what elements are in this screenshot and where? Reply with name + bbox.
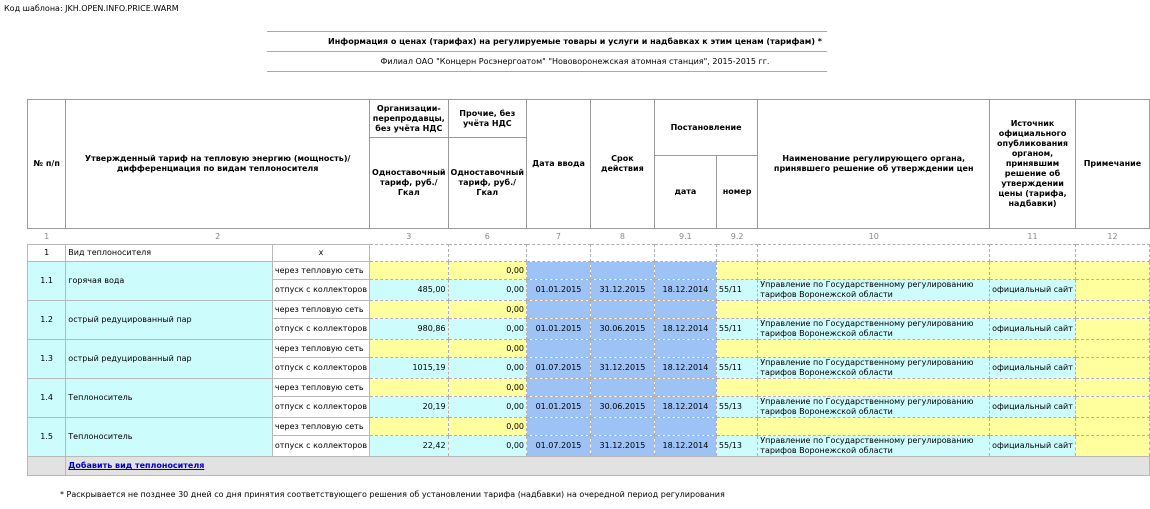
empty-cell [527, 245, 591, 262]
col-number: 10 [758, 229, 990, 245]
item-name: горячая вода [66, 262, 273, 301]
term-value[interactable]: 31.12.2015 [590, 436, 654, 457]
reg-body-value[interactable] [758, 262, 990, 280]
other-value[interactable]: 0,00 [448, 301, 526, 319]
date-input-value[interactable]: 01.01.2015 [527, 280, 591, 301]
resolution-date-value[interactable]: 18.12.2014 [654, 319, 716, 340]
reg-body-value[interactable]: Управление по Государственному регулированию тарифов Воронежской области [758, 319, 990, 340]
resolution-number-value[interactable] [716, 340, 757, 358]
reg-body-value[interactable] [758, 418, 990, 436]
resolution-number-value[interactable]: 55/11 [716, 358, 757, 379]
resolution-number-value[interactable] [716, 301, 757, 319]
item-number: 1.3 [28, 340, 66, 379]
term-value[interactable] [590, 340, 654, 358]
date-input-value[interactable]: 01.01.2015 [527, 397, 591, 418]
date-input-value[interactable] [527, 262, 591, 280]
source-value[interactable] [990, 262, 1076, 280]
column-number-row [28, 229, 1150, 245]
sub-label-collectors: отпуск с коллекторов [272, 319, 369, 340]
note-value[interactable] [1075, 397, 1149, 418]
tariff-row-network [28, 340, 1150, 358]
term-value[interactable] [590, 379, 654, 397]
sub-label-collectors: отпуск с коллекторов [272, 436, 369, 457]
template-code: Код шаблона: JKH.OPEN.INFO.PRICE.WARM [4, 4, 179, 13]
date-input-value[interactable]: 01.01.2015 [527, 319, 591, 340]
other-value[interactable]: 0,00 [448, 280, 526, 301]
other-value[interactable]: 0,00 [448, 436, 526, 457]
col-number: 9.1 [654, 229, 716, 245]
header-resellers: Организации-перепродавцы, без учёта НДС [370, 100, 448, 138]
carrier-type-mark: x [272, 245, 369, 262]
source-value[interactable]: официальный сайт [990, 319, 1076, 340]
note-value[interactable] [1075, 358, 1149, 379]
empty-cell [590, 245, 654, 262]
resolution-number-value[interactable]: 55/13 [716, 436, 757, 457]
resellers-value[interactable]: 980,86 [370, 319, 448, 340]
source-value[interactable] [990, 379, 1076, 397]
source-value[interactable]: официальный сайт [990, 397, 1076, 418]
term-value[interactable]: 30.06.2015 [590, 397, 654, 418]
resolution-date-value[interactable]: 18.12.2014 [654, 280, 716, 301]
source-value[interactable] [990, 418, 1076, 436]
other-value[interactable]: 0,00 [448, 340, 526, 358]
item-number: 1.1 [28, 262, 66, 301]
empty-cell [654, 245, 716, 262]
term-value[interactable]: 30.06.2015 [590, 319, 654, 340]
resellers-value[interactable] [370, 379, 448, 397]
empty-cell [448, 245, 526, 262]
date-input-value[interactable] [527, 301, 591, 319]
other-value[interactable]: 0,00 [448, 262, 526, 280]
header-other: Прочие, без учёта НДС [448, 100, 526, 138]
resolution-number-value[interactable]: 55/11 [716, 280, 757, 301]
reg-body-value[interactable] [758, 379, 990, 397]
header-date-input: Дата ввода [527, 100, 591, 229]
resolution-number-value[interactable]: 55/11 [716, 319, 757, 340]
header-single-rate-resellers: Одноставочный тариф, руб./Гкал [370, 138, 448, 229]
resellers-value[interactable] [370, 340, 448, 358]
tariff-row-network [28, 301, 1150, 319]
item-name: острый редуцированный пар [66, 301, 273, 340]
source-value[interactable]: официальный сайт [990, 358, 1076, 379]
note-value[interactable] [1075, 280, 1149, 301]
date-input-value[interactable] [527, 418, 591, 436]
resolution-number-value[interactable] [716, 418, 757, 436]
header-reg-body: Наименование регулирующего органа, принявшего решение об утверждении цен [758, 100, 990, 229]
resolution-date-value[interactable] [654, 301, 716, 319]
reg-body-value[interactable]: Управление по Государственному регулированию тарифов Воронежской области [758, 436, 990, 457]
sub-label-network: через тепловую сеть [272, 379, 369, 397]
empty-cell [758, 245, 990, 262]
resellers-value[interactable] [370, 301, 448, 319]
resolution-number-value[interactable] [716, 262, 757, 280]
reg-body-value[interactable]: Управление по Государственному регулированию тарифов Воронежской области [758, 397, 990, 418]
resellers-value[interactable] [370, 262, 448, 280]
term-value[interactable] [590, 301, 654, 319]
sub-label-network: через тепловую сеть [272, 418, 369, 436]
carrier-type-label: Вид теплоносителя [66, 245, 273, 262]
note-value[interactable] [1075, 262, 1149, 280]
header-res-num: номер [716, 156, 757, 229]
resolution-date-value[interactable]: 18.12.2014 [654, 436, 716, 457]
source-value[interactable]: официальный сайт [990, 280, 1076, 301]
term-value[interactable]: 31.12.2015 [590, 280, 654, 301]
other-value[interactable]: 0,00 [448, 397, 526, 418]
add-row-spacer [28, 457, 66, 476]
tariff-table [27, 99, 1150, 476]
sub-label-network: через тепловую сеть [272, 301, 369, 319]
col-number: 7 [527, 229, 591, 245]
header-res-date: дата [654, 156, 716, 229]
divider-top [267, 31, 827, 32]
note-value[interactable] [1075, 319, 1149, 340]
date-input-value[interactable]: 01.07.2015 [527, 436, 591, 457]
divider-bottom [267, 71, 827, 72]
resellers-value[interactable]: 22,42 [370, 436, 448, 457]
source-value[interactable]: официальный сайт [990, 436, 1076, 457]
tariff-row-network [28, 418, 1150, 436]
header-row-1 [28, 100, 1150, 138]
resolution-date-value[interactable] [654, 340, 716, 358]
item-number: 1.2 [28, 301, 66, 340]
header-tariff: Утвержденный тариф на тепловую энергию (мощность)/ дифференциация по видам теплоносителя [66, 100, 370, 229]
source-value[interactable] [990, 301, 1076, 319]
sub-label-collectors: отпуск с коллекторов [272, 358, 369, 379]
source-value[interactable] [990, 340, 1076, 358]
item-number: 1.4 [28, 379, 66, 418]
term-value[interactable]: 31.12.2015 [590, 358, 654, 379]
term-value[interactable] [590, 418, 654, 436]
resolution-date-value[interactable] [654, 379, 716, 397]
other-value[interactable]: 0,00 [448, 319, 526, 340]
empty-cell [1075, 245, 1149, 262]
note-value[interactable] [1075, 379, 1149, 397]
reg-body-value[interactable] [758, 301, 990, 319]
date-input-value[interactable]: 01.07.2015 [527, 358, 591, 379]
row-number: 1 [28, 245, 66, 262]
resolution-date-value[interactable] [654, 418, 716, 436]
col-number: 12 [1075, 229, 1149, 245]
resolution-number-value[interactable]: 55/13 [716, 397, 757, 418]
empty-cell [716, 245, 757, 262]
note-value[interactable] [1075, 418, 1149, 436]
header-single-rate-other: Одноставочный тариф, руб./Гкал [448, 138, 526, 229]
resolution-date-value[interactable] [654, 262, 716, 280]
footnote: * Раскрывается не позднее 30 дней со дня принятия соответствующего решения об установлении тарифа (надбавки) на очередной период регулирования [60, 490, 725, 499]
col-number: 11 [990, 229, 1076, 245]
resolution-date-value[interactable]: 18.12.2014 [654, 397, 716, 418]
resellers-value[interactable]: 20,19 [370, 397, 448, 418]
sub-label-collectors: отпуск с коллекторов [272, 397, 369, 418]
empty-cell [990, 245, 1076, 262]
tariff-row-network [28, 262, 1150, 280]
header-np: № п/п [28, 100, 66, 229]
page-subtitle: Филиал ОАО "Концерн Росэнергоатом" "Нововоронежская атомная станция", 2015-2015 гг. [380, 57, 770, 66]
reg-body-value[interactable] [758, 340, 990, 358]
col-number: 1 [28, 229, 66, 245]
resellers-value[interactable] [370, 418, 448, 436]
sub-label-network: через тепловую сеть [272, 262, 369, 280]
other-value[interactable]: 0,00 [448, 358, 526, 379]
header-resolution: Постановление [654, 100, 757, 156]
note-value[interactable] [1075, 301, 1149, 319]
divider-middle [267, 51, 827, 52]
resolution-date-value[interactable]: 18.12.2014 [654, 358, 716, 379]
col-number: 3 [370, 229, 448, 245]
item-name: Теплоноситель [66, 418, 273, 457]
header-term: Срок действия [590, 100, 654, 229]
note-value[interactable] [1075, 436, 1149, 457]
item-number: 1.5 [28, 418, 66, 457]
col-number: 2 [66, 229, 370, 245]
col-number: 6 [448, 229, 526, 245]
sub-label-collectors: отпуск с коллекторов [272, 280, 369, 301]
note-value[interactable] [1075, 340, 1149, 358]
other-value[interactable]: 0,00 [448, 418, 526, 436]
resellers-value[interactable]: 1015,19 [370, 358, 448, 379]
term-value[interactable] [590, 262, 654, 280]
header-note: Примечание [1075, 100, 1149, 229]
carrier-type-row [28, 245, 1150, 262]
reg-body-value[interactable]: Управление по Государственному регулированию тарифов Воронежской области [758, 280, 990, 301]
add-carrier-link[interactable]: Добавить вид теплоносителя [68, 461, 205, 470]
header-source: Источник официального опубликования органом, принявшим решение об утверждении цены (тарифа, надбавки) [990, 100, 1076, 229]
col-number: 9.2 [716, 229, 757, 245]
date-input-value[interactable] [527, 379, 591, 397]
other-value[interactable]: 0,00 [448, 379, 526, 397]
tariff-row-network [28, 379, 1150, 397]
sub-label-network: через тепловую сеть [272, 340, 369, 358]
resellers-value[interactable]: 485,00 [370, 280, 448, 301]
resolution-number-value[interactable] [716, 379, 757, 397]
page-title: Информация о ценах (тарифах) на регулируемые товары и услуги и надбавках к этим ценам (тарифам) * [328, 37, 822, 46]
date-input-value[interactable] [527, 340, 591, 358]
add-row-cell [66, 457, 1150, 476]
item-name: Теплоноситель [66, 379, 273, 418]
reg-body-value[interactable]: Управление по Государственному регулированию тарифов Воронежской области [758, 358, 990, 379]
item-name: острый редуцированный пар [66, 340, 273, 379]
col-number: 8 [590, 229, 654, 245]
add-row [28, 457, 1150, 476]
empty-cell [370, 245, 448, 262]
